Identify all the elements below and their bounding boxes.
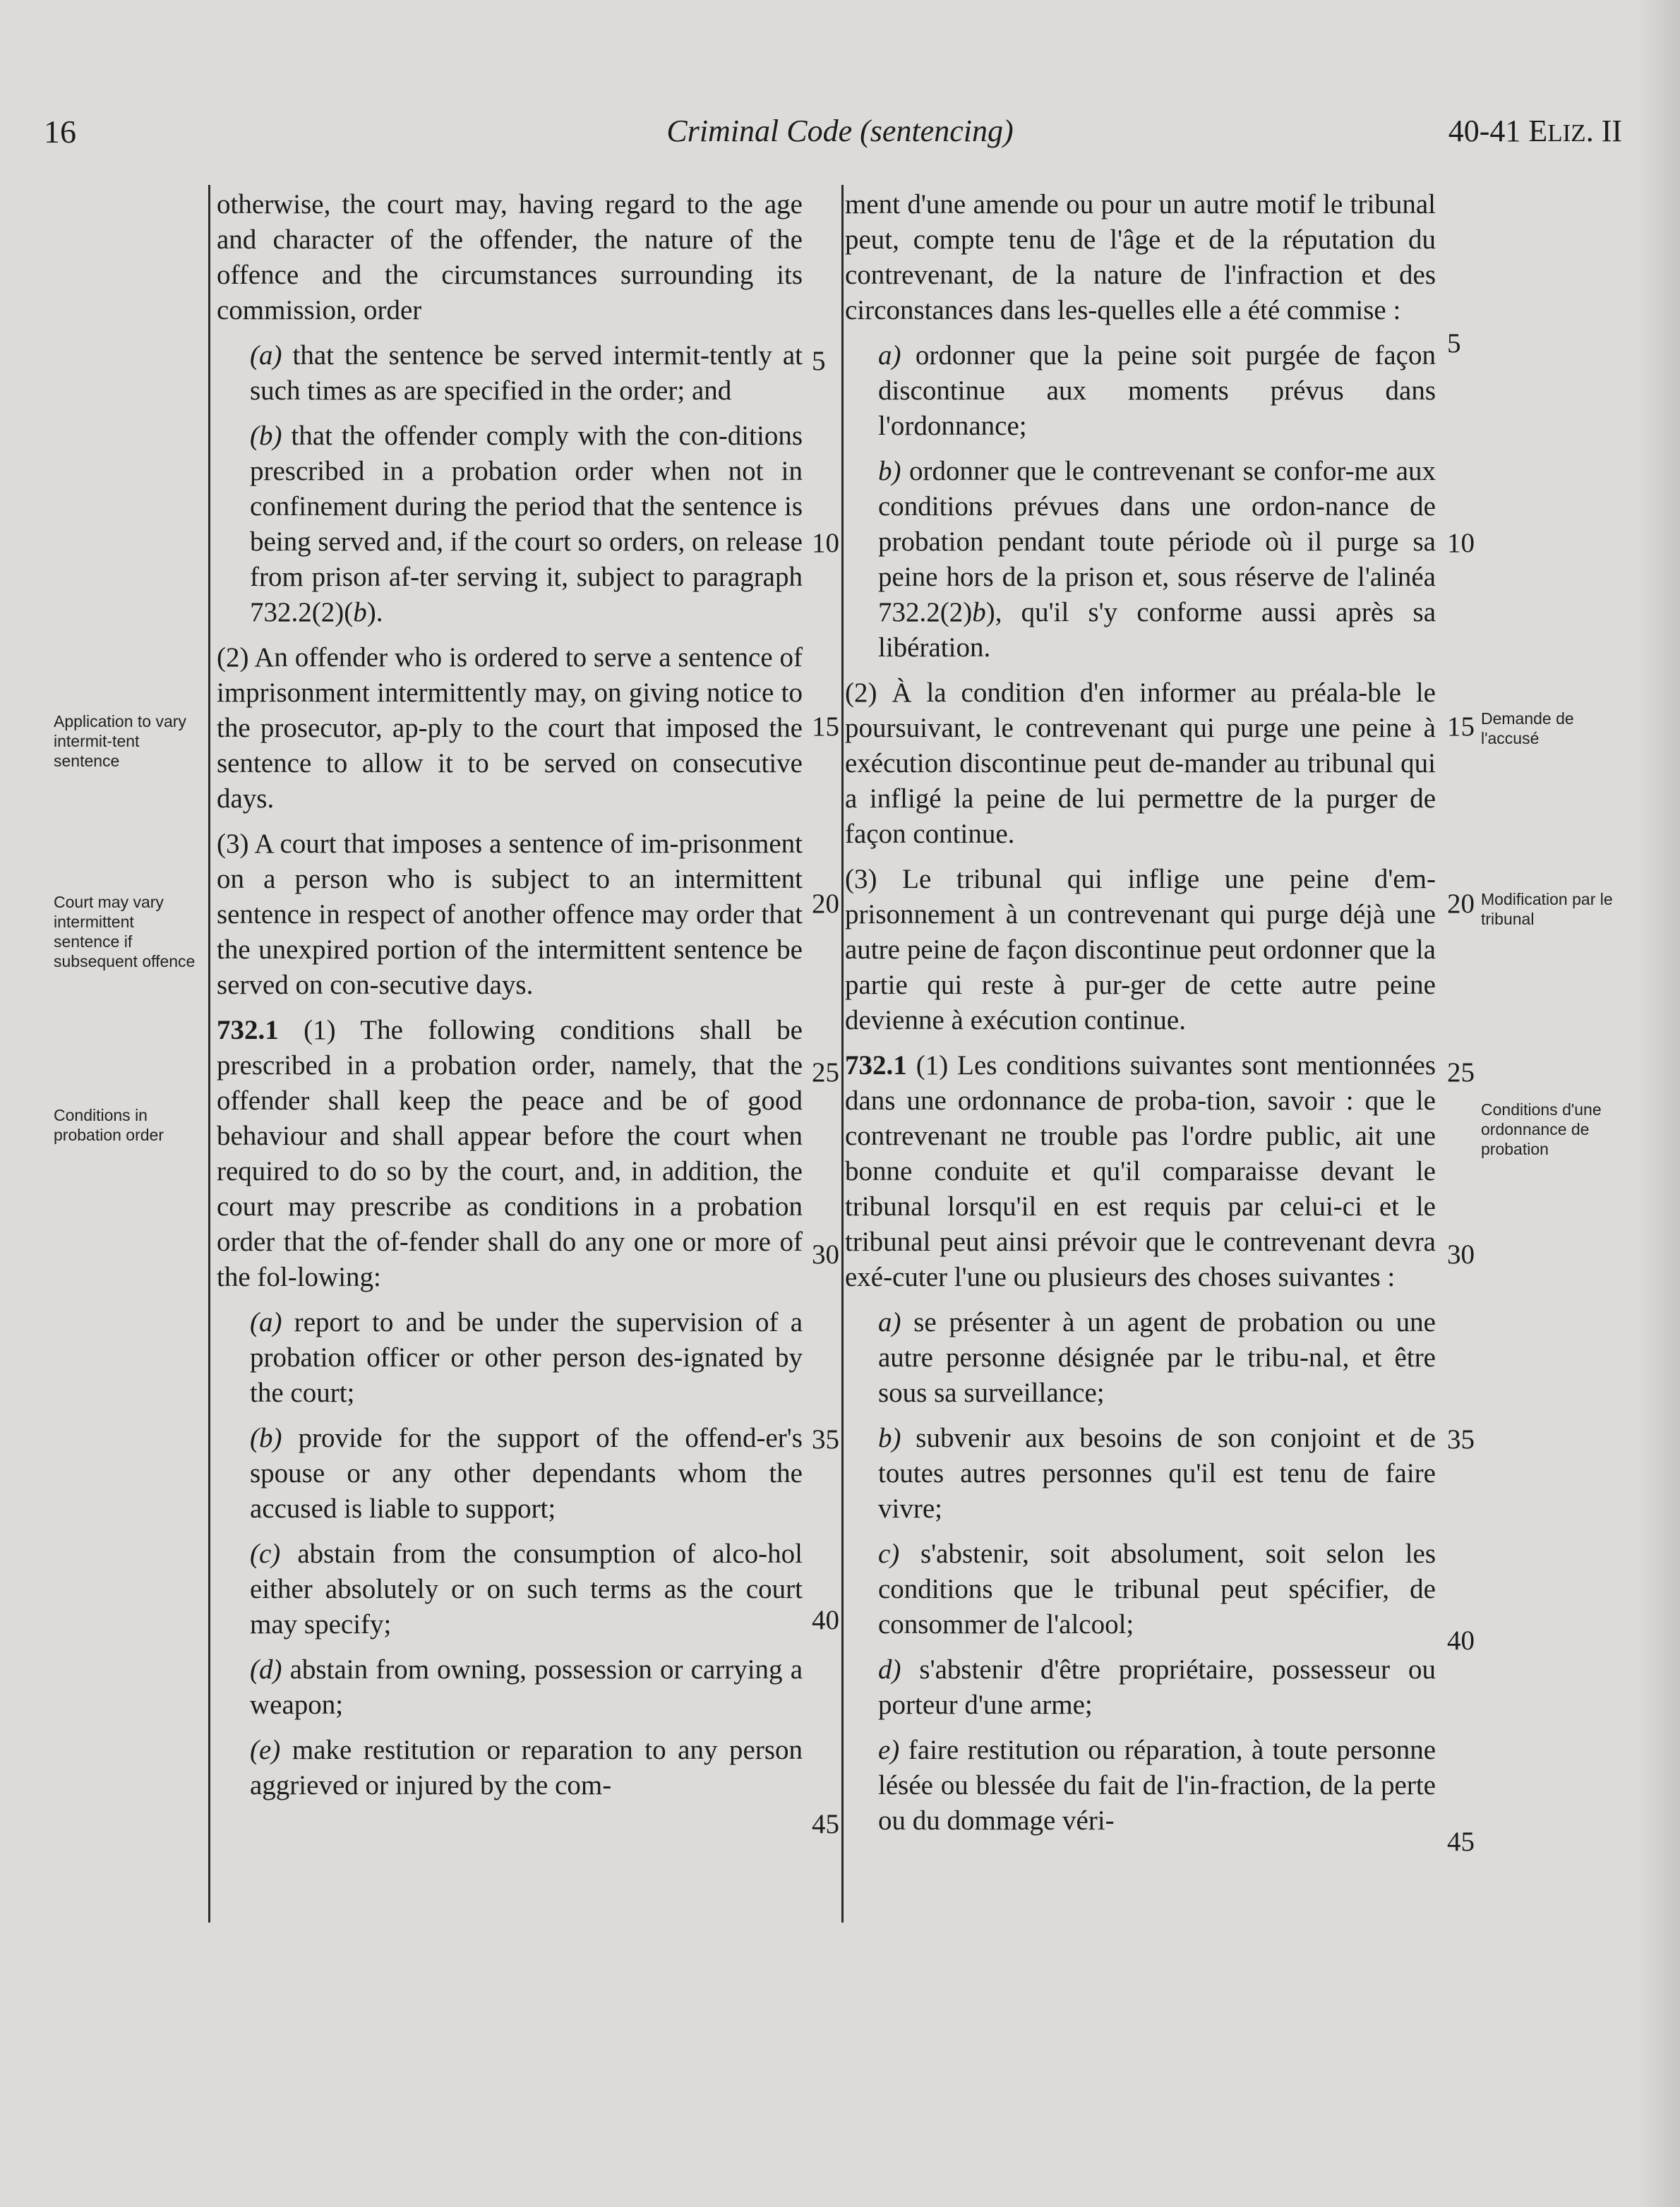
en-para-b: (b) that the offender comply with the con-ditions prescribed in a probation order when not in confinement during the period that the sentence is being served and, if the court so orders, on release from prison af-ter serving it, subject to paragraph 732.2(2)(b).: [250, 421, 803, 627]
line-number: 45: [1447, 1827, 1475, 1857]
line-number: 45: [812, 1809, 839, 1839]
en-subsection-2: (2) An offender who is ordered to serve a sentence of imprisonment intermittently may, on giving notice to the prosecutor, ap-ply to the court that imposed the sentence to allow it to be served on consecutive days.: [217, 642, 803, 814]
fr-intro: ment d'une amende ou pour un autre motif le tribunal peut, compte tenu de l'âge et de la réputation du contrevenant, de la nature de l'infraction et des circonstances dans les-quelles elle a été commise :: [845, 189, 1436, 325]
fr-condition-c: c) s'abstenir, soit absolument, soit selon les conditions que le tribunal peut spécifier, de consommer de l'alcool;: [878, 1539, 1436, 1640]
line-number: 35: [1447, 1424, 1475, 1455]
margin-note-modification: Modification par le tribunal: [1481, 890, 1613, 928]
line-number: 5: [1447, 328, 1461, 359]
center-column-rule: [841, 185, 844, 1923]
en-condition-a: (a) report to and be under the supervision of a probation officer or other person des-ignated by the court;: [250, 1307, 803, 1408]
margin-note-application-to-vary: Application to vary intermit-tent sentence: [54, 712, 186, 770]
line-number: 20: [812, 889, 839, 919]
fr-condition-b: b) subvenir aux besoins de son conjoint et de toutes autres personnes qu'il est tenu de faire vivre;: [878, 1423, 1436, 1524]
english-column: [217, 187, 803, 1813]
line-number: 10: [812, 528, 839, 558]
page-number: 16: [44, 114, 76, 150]
line-number: 30: [812, 1239, 839, 1270]
line-number: 20: [1447, 889, 1475, 919]
regnal-year: 40-41 ELIZ. II: [1448, 114, 1622, 148]
line-number: 40: [1447, 1625, 1475, 1656]
en-subsection-3: (3) A court that imposes a sentence of im-prisonment on a person who is subject to an intermittent sentence in respect of another offence may order that the unexpired portion of the intermittent sentence be served on con-secutive days.: [217, 829, 803, 1000]
left-column-rule: [208, 185, 210, 1923]
line-number: 10: [1447, 528, 1475, 558]
fr-subsection-3: (3) Le tribunal qui inflige une peine d'em-prisonnement à un contrevenant qui purge déjà une autre peine de façon discontinue peut ordonner que la partie qui reste à pur-ger de cette autre peine devienne à exécution continue.: [845, 864, 1436, 1035]
fr-para-b: b) ordonner que le contrevenant se confor-me aux conditions prévues dans une ordon-nance de probation pendant toute période où il purge sa peine hors de la prison et, sous réserve de l'alinéa 732.2(2)b), qu'il s'y conforme aussi après sa libération.: [878, 456, 1436, 663]
line-number: 40: [812, 1605, 839, 1635]
line-number: 30: [1447, 1239, 1475, 1270]
fr-condition-e: e) faire restitution ou réparation, à toute personne lésée ou blessée du fait de l'in-fraction, de la perte ou du dommage véri-: [878, 1735, 1436, 1836]
en-intro: otherwise, the court may, having regard to the age and character of the offender, the nature of the offence and the circumstances surrounding its commission, order: [217, 189, 803, 325]
french-column: [845, 187, 1436, 1848]
en-para-a: (a) that the sentence be served intermit-tently at such times as are specified in the order; and: [250, 340, 803, 406]
line-number: 5: [812, 346, 826, 376]
fr-subsection-2: (2) À la condition d'en informer au préala-ble le poursuivant, le contrevenant qui purge une peine à exécution discontinue peut de-mander au tribunal qui a infligé la peine de lui permettre de la purger de façon continue.: [845, 678, 1436, 849]
line-number: 35: [812, 1424, 839, 1455]
en-condition-e: (e) make restitution or reparation to any person aggrieved or injured by the com-: [250, 1735, 803, 1800]
line-number: 25: [812, 1057, 839, 1088]
margin-note-conditions-fr: Conditions d'une ordonnance de probation: [1481, 1100, 1602, 1158]
margin-note-court-may-vary: Court may vary intermittent sentence if subsequent offence: [54, 893, 196, 970]
fr-condition-a: a) se présenter à un agent de probation ou une autre personne désignée par le tribu-nal, et être sous sa surveillance;: [878, 1307, 1436, 1408]
running-title: Criminal Code (sentencing): [666, 114, 1014, 148]
fr-para-a: a) ordonner que la peine soit purgée de façon discontinue aux moments prévus dans l'ordonnance;: [878, 340, 1436, 441]
line-number: 25: [1447, 1057, 1475, 1088]
en-condition-b: (b) provide for the support of the offend-er's spouse or any other dependants whom the accused is liable to support;: [250, 1423, 803, 1524]
fr-condition-d: d) s'abstenir d'être propriétaire, possesseur ou porteur d'une arme;: [878, 1654, 1436, 1720]
line-number: 15: [812, 711, 839, 742]
en-condition-d: (d) abstain from owning, possession or carrying a weapon;: [250, 1654, 803, 1720]
line-number: 15: [1447, 711, 1475, 742]
en-section-732-1: 732.1 (1) The following conditions shall be prescribed in a probation order, namely, that the offender shall keep the peace and be of good behaviour and shall appear before the court when required to do so by the court, and, in addition, the court may prescribe as conditions in a probation order that the of-fender shall do any one or more of the fol-lowing:: [217, 1015, 803, 1292]
margin-note-demande: Demande de l'accusé: [1481, 709, 1574, 747]
en-condition-c: (c) abstain from the consumption of alco-hol either absolutely or on such terms as the court may specify;: [250, 1539, 803, 1640]
margin-note-conditions-probation: Conditions in probation order: [54, 1106, 164, 1144]
page-edge-shadow: [1638, 0, 1680, 2207]
fr-section-732-1: 732.1 (1) Les conditions suivantes sont mentionnées dans une ordonnance de proba-tion, savoir : que le contrevenant ne trouble pas l'ordre public, ait une bonne conduite et qu'il comparaisse devant le tribunal lorsqu'il en est requis par celui-ci et le tribunal peut ainsi prévoir que le contrevenant devra exé-cuter l'une ou plusieurs des choses suivantes :: [845, 1050, 1436, 1292]
